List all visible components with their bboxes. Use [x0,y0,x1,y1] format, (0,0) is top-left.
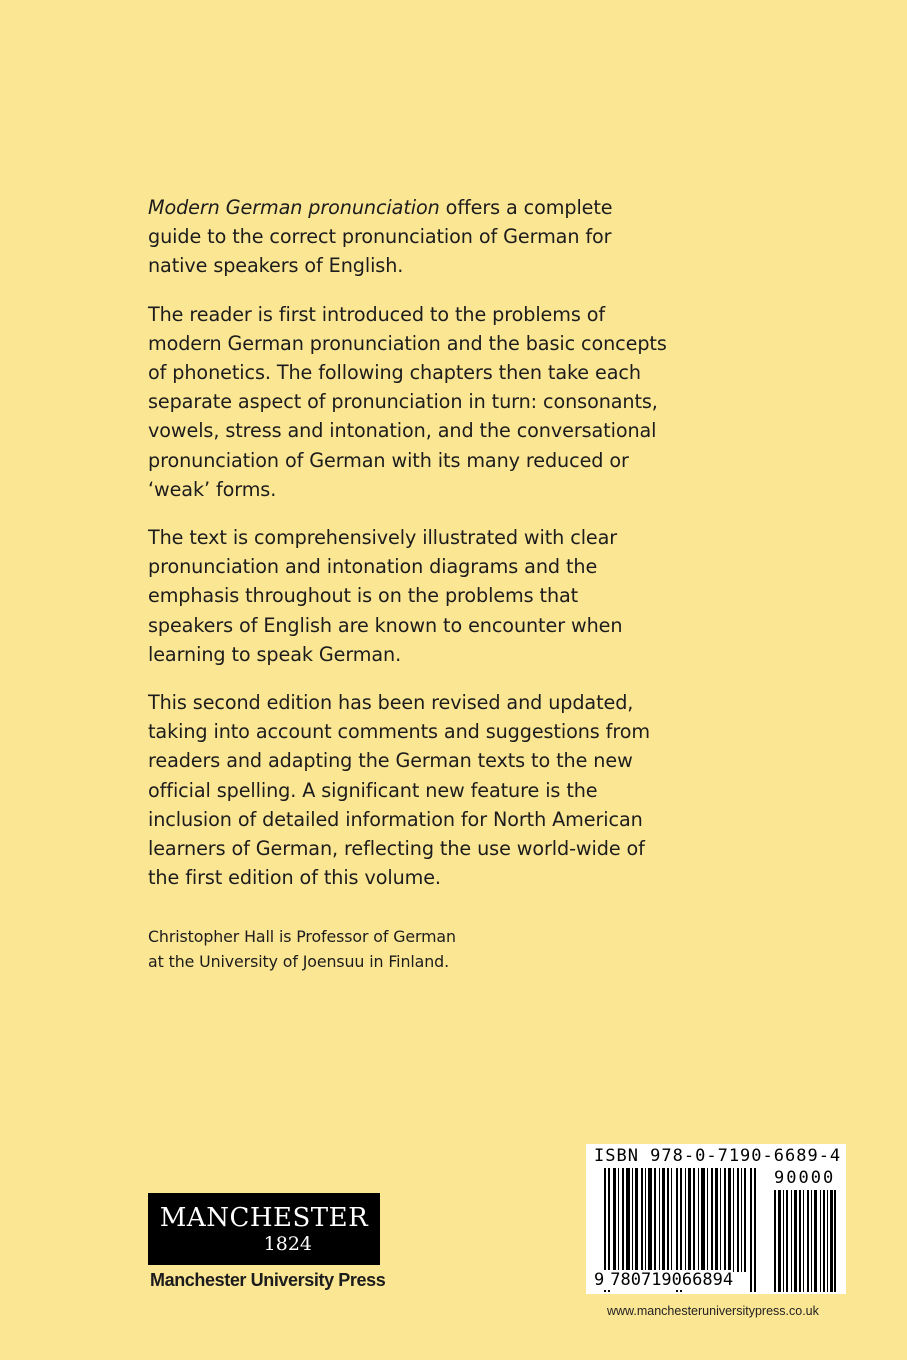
addon-price-code: 90000 [774,1168,836,1188]
publisher-url: www.manchesteruniversitypress.co.uk [607,1304,819,1318]
author-bio-line-2: at the University of Joensuu in Finland. [148,951,450,971]
publisher-logo-name: MANCHESTER [159,1203,369,1233]
ean-left-digits: 780719 [610,1270,672,1290]
book-title: Modern German pronunciation [148,196,440,219]
publisher-name: Manchester University Press [150,1270,386,1290]
publisher-logo [148,1193,380,1265]
blurb-paragraph-1 [148,193,668,281]
isbn-label: ISBN 978-0-7190-6689-4 [594,1146,842,1166]
blurb-paragraph-3: The text is comprehensively illustrated with clear pronunciation and intonation diagrams and the emphasis throughout is on the problems that speakers of English are known to encounter when learning to speak German. [148,526,623,666]
isbn-barcode [586,1144,846,1294]
ean-right-digits: 066894 [671,1270,734,1290]
ean-first-digit: 9 [594,1270,605,1290]
blurb-paragraph-4: This second edition has been revised and updated, taking into account comments and suggestions from readers and adapting the German texts to the new official spelling. A significant new feature is the inclusion of detailed information for North American learners of German, reflecting the use world-wide of the first edition of this volume. [148,691,650,890]
publisher-logo-year: 1824 [263,1233,312,1255]
blurb-paragraph-1-rest: offers a complete guide to the correct pronunciation of German for native speakers of English. [148,196,613,278]
blurb-text [148,193,668,911]
ean-number [594,1270,733,1290]
author-bio [148,925,456,974]
author-bio-line-1: Christopher Hall is Professor of German [148,927,456,946]
addon-barcode-bars [774,1190,836,1292]
blurb-paragraph-2: The reader is first introduced to the problems of modern German pronunciation and the basic concepts of phonetics. The following chapters then take each separate aspect of pronunciation in turn: consonants, vowels, stress and intonation, and the conversational pronunciation of German with its many reduced or ‘weak’ forms. [148,302,667,501]
